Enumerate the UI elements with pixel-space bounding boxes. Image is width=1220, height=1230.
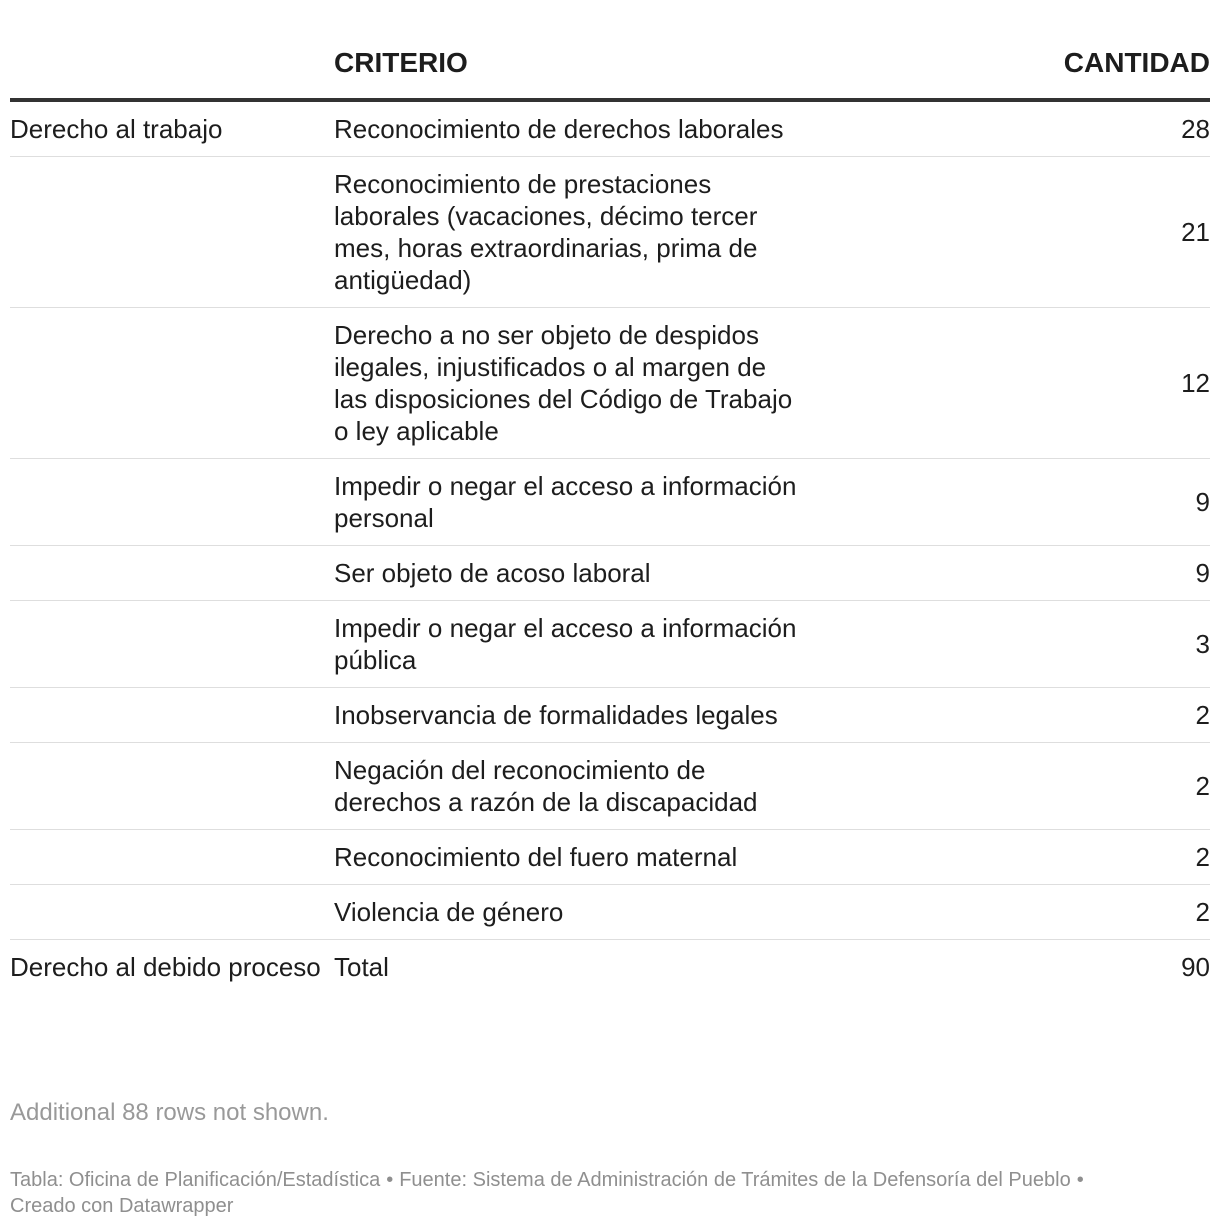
cell-criterio xyxy=(334,100,814,157)
cell-cantidad: 21 xyxy=(814,157,1210,308)
cell-criterio xyxy=(334,940,814,995)
cell-criterio-text: Reconocimiento de prestaciones laborales (vacaciones, décimo tercer mes, horas extraordinarias, prima de antigüedad) xyxy=(334,169,758,295)
cell-criterio xyxy=(334,601,814,688)
cell-derecho xyxy=(10,830,334,885)
column-header-criterio: CRITERIO xyxy=(334,0,814,100)
cell-derecho xyxy=(10,308,334,459)
cell-criterio-text: Total xyxy=(334,952,389,982)
footer-separator: • xyxy=(386,1169,394,1191)
table-body xyxy=(10,100,1210,994)
cell-criterio xyxy=(334,546,814,601)
column-header-cantidad: CANTIDAD xyxy=(814,0,1210,100)
cell-criterio-text: Violencia de género xyxy=(334,897,564,927)
table-row xyxy=(10,308,1210,459)
cell-cantidad: 9 xyxy=(814,546,1210,601)
cell-criterio-text: Derecho a no ser objeto de despidos ilegales, injustificados o al margen de las disposiciones del Código de Trabajo o ley aplicable xyxy=(334,320,793,446)
cell-cantidad: 2 xyxy=(814,688,1210,743)
cell-criterio-text: Impedir o negar el acceso a información personal xyxy=(334,471,797,533)
table-row xyxy=(10,940,1210,995)
table-note: Additional 88 rows not shown. xyxy=(10,1099,329,1126)
cell-criterio xyxy=(334,743,814,830)
cell-criterio-text: Inobservancia de formalidades legales xyxy=(334,700,778,730)
header-row xyxy=(10,0,1210,100)
cell-cantidad: 2 xyxy=(814,830,1210,885)
cell-criterio-text: Negación del reconocimiento de derechos a razón de la discapacidad xyxy=(334,755,758,817)
cell-criterio-text: Impedir o negar el acceso a información pública xyxy=(334,613,797,675)
cell-criterio-text: Reconocimiento de derechos laborales xyxy=(334,114,784,144)
cell-cantidad: 12 xyxy=(814,308,1210,459)
table-row xyxy=(10,601,1210,688)
cell-derecho: Derecho al trabajo xyxy=(10,100,334,157)
cell-derecho xyxy=(10,885,334,940)
table-row xyxy=(10,546,1210,601)
column-header-derecho xyxy=(10,0,334,100)
cell-derecho xyxy=(10,459,334,546)
cell-cantidad: 9 xyxy=(814,459,1210,546)
cell-derecho xyxy=(10,743,334,830)
cell-criterio xyxy=(334,157,814,308)
cell-derecho xyxy=(10,546,334,601)
datawrapper-credit: Creado con Datawrapper xyxy=(10,1195,234,1217)
table-row xyxy=(10,743,1210,830)
cell-criterio xyxy=(334,885,814,940)
cell-criterio xyxy=(334,308,814,459)
cell-derecho: Derecho al debido proceso xyxy=(10,952,321,982)
chart-footer xyxy=(10,1167,1210,1219)
table-credit: Tabla: Oficina de Planificación/Estadística xyxy=(10,1169,381,1191)
cell-criterio xyxy=(334,830,814,885)
cell-cantidad: 90 xyxy=(1181,952,1210,982)
cell-derecho xyxy=(10,601,334,688)
cell-cantidad: 3 xyxy=(814,601,1210,688)
cell-cantidad: 2 xyxy=(814,743,1210,830)
cell-criterio-text: Ser objeto de acoso laboral xyxy=(334,558,651,588)
data-table-container xyxy=(10,0,1210,994)
footer-separator: • xyxy=(1076,1169,1084,1191)
cell-criterio xyxy=(334,688,814,743)
cell-derecho xyxy=(10,688,334,743)
cell-cantidad: 28 xyxy=(814,100,1210,157)
cell-derecho xyxy=(10,157,334,308)
data-table xyxy=(10,0,1210,994)
table-row xyxy=(10,100,1210,157)
cell-criterio-text: Reconocimiento del fuero maternal xyxy=(334,842,738,872)
table-row xyxy=(10,688,1210,743)
table-row xyxy=(10,885,1210,940)
table-header xyxy=(10,0,1210,100)
cell-criterio xyxy=(334,459,814,546)
table-row xyxy=(10,459,1210,546)
table-row xyxy=(10,157,1210,308)
source-credit: Fuente: Sistema de Administración de Trámites de la Defensoría del Pueblo xyxy=(399,1169,1071,1191)
table-row xyxy=(10,830,1210,885)
cell-cantidad: 2 xyxy=(814,885,1210,940)
